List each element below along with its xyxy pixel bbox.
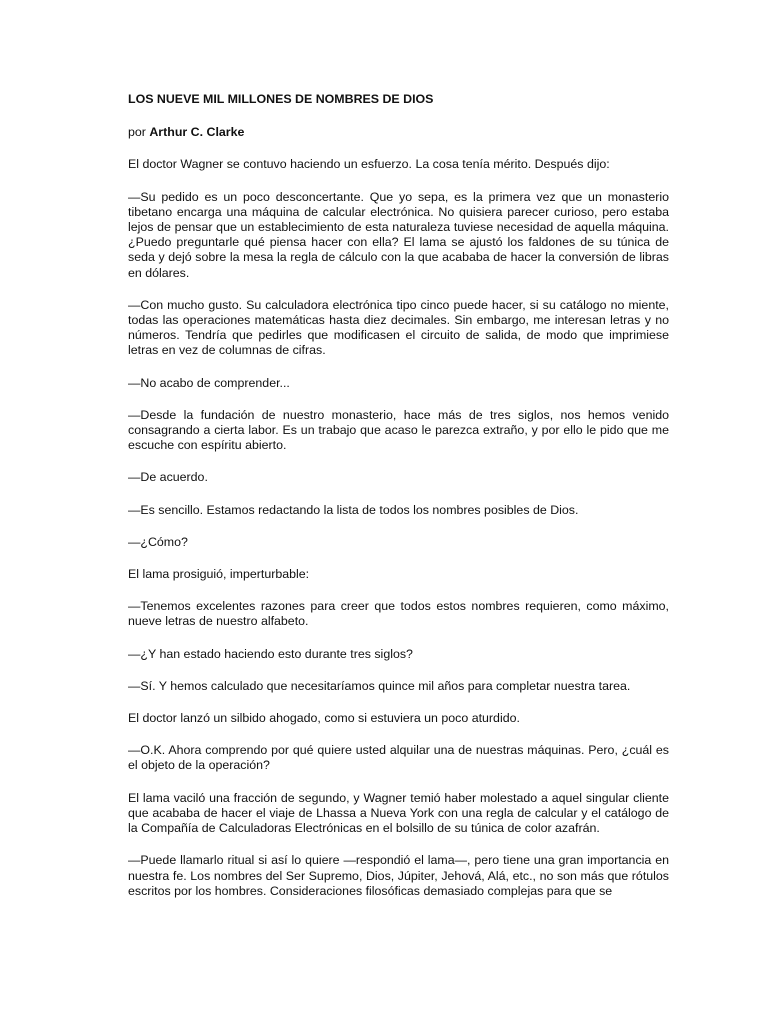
paragraph: —¿Y han estado haciendo esto durante tres siglos? [128, 646, 413, 661]
byline [128, 125, 669, 140]
paragraph: —Puede llamarlo ritual si así lo quiere —respondió el lama—, pero tiene una gran importancia en nuestra fe. Los nombres del Ser Supremo, Dios, Júpiter, Jehová, Alá, etc., no son más que rótulos escritos por los hombres. Consideraciones filosóficas demasiado complejas para que se [128, 853, 669, 898]
paragraph: —O.K. Ahora comprendo por qué quiere usted alquilar una de nuestras máquinas. Pero, ¿cuál es el objeto de la operación? [128, 743, 669, 773]
paragraph: —Es sencillo. Estamos redactando la lista de todos los nombres posibles de Dios. [128, 502, 579, 517]
paragraph: —Con mucho gusto. Su calculadora electrónica tipo cinco puede hacer, si su catálogo no miente, todas las operaciones matemáticas hasta diez decimales. Sin embargo, me interesan letras y no números. Tendría que pedirles que modificasen el circuito de salida, de modo que imprimiese letras en vez de columnas de cifras. [128, 297, 669, 358]
paragraph: —No acabo de comprender... [128, 375, 290, 390]
author-name: Arthur C. Clarke [149, 125, 245, 140]
paragraph: El doctor Wagner se contuvo haciendo un esfuerzo. La cosa tenía mérito. Después dijo: [128, 157, 610, 172]
paragraph: El lama prosiguió, imperturbable: [128, 567, 310, 582]
byline-prefix: por [128, 125, 150, 140]
paragraph: El lama vaciló una fracción de segundo, y Wagner temió haber molestado a aquel singular cliente que acababa de hacer el viaje de Lhassa a Nueva York con una regla de calcular y el catálogo de la Compañía de Calculadoras Electrónicas en el bolsillo de su túnica de color azafrán. [128, 790, 669, 836]
paragraph: —Desde la fundación de nuestro monasterio, hace más de tres siglos, nos hemos venido consagrando a cierta labor. Es un trabajo que acaso le parezca extraño, y por ello le pido que me escuche con espíritu abierto. [128, 407, 669, 453]
paragraph: —¿Cómo? [128, 534, 188, 549]
paragraph: —Sí. Y hemos calculado que necesitaríamos quince mil años para completar nuestra tarea. [128, 678, 631, 693]
paragraph: —De acuerdo. [128, 470, 208, 485]
paragraph: —Tenemos excelentes razones para creer que todos estos nombres requieren, como máximo, nueve letras de nuestro alfabeto. [128, 599, 669, 629]
document-title: LOS NUEVE MIL MILLONES DE NOMBRES DE DIOS [128, 92, 434, 106]
paragraph: —Su pedido es un poco desconcertante. Que yo sepa, es la primera vez que un monasterio tibetano encarga una máquina de calcular electrónica. No quisiera parecer curioso, pero estaba lejos de pensar que un establecimiento de esta naturaleza tuviese necesidad de aquella máquina. ¿Puedo preguntarle qué piensa hacer con ella? El lama se ajustó los faldones de su túnica de seda y dejó sobre la mesa la regla de cálculo con la que acababa de hacer la conversión de libras en dólares. [128, 189, 669, 280]
document-page [128, 92, 669, 916]
paragraph: El doctor lanzó un silbido ahogado, como si estuviera un poco aturdido. [128, 711, 520, 726]
